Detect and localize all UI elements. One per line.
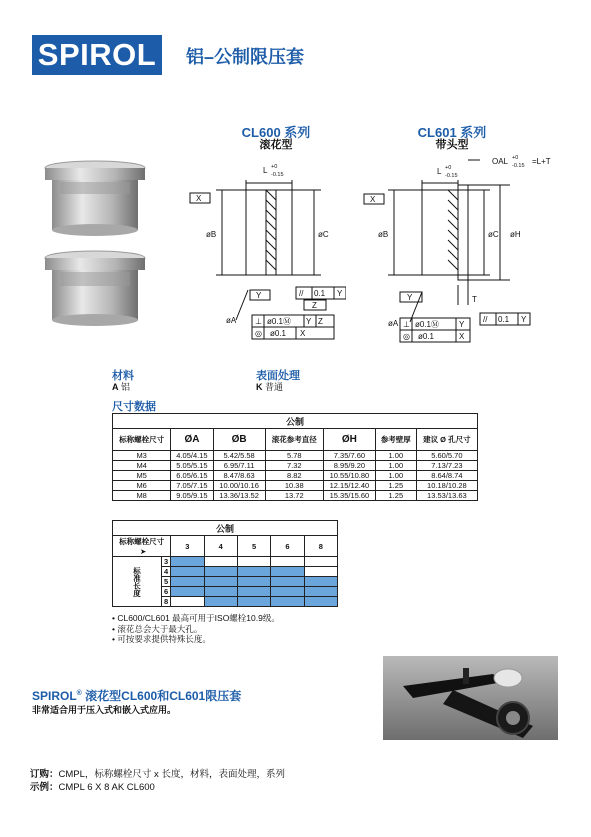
- cl600-title: CL600 系列: [241, 125, 311, 140]
- note-text: 可按要求提供特殊长度。: [117, 634, 211, 644]
- finish-text: 普通: [265, 382, 284, 392]
- promo-reg: ®: [76, 690, 82, 697]
- table-cell: 1.00: [375, 451, 416, 461]
- notes-list: [112, 613, 280, 645]
- finish-value: [256, 380, 283, 393]
- table-cell: M3: [113, 451, 171, 461]
- available-cell: [171, 567, 204, 577]
- cl601-L-tol-up: +0: [445, 165, 452, 171]
- application-photo: [383, 656, 558, 740]
- length-row-label: 3: [162, 557, 171, 567]
- dims-col-header: ØH: [323, 429, 375, 451]
- table-cell: M5: [113, 471, 171, 481]
- available-cell: [171, 557, 204, 567]
- note-item: • CL600/CL601 最高可用于ISO螺栓10.9级。: [112, 613, 280, 623]
- cl600-oB-label: øB: [206, 230, 217, 239]
- table-cell: 1.25: [375, 491, 416, 501]
- cl600-conc: ◎: [255, 329, 262, 338]
- available-cell: [271, 597, 304, 607]
- cl600-subtitle: 滚花型: [259, 139, 293, 151]
- length-row-label: 4: [162, 567, 171, 577]
- table-cell: 4.05/4.15: [171, 451, 213, 461]
- cl601-title: CL601 系列: [417, 125, 487, 140]
- table-cell: 8.64/8.74: [416, 471, 477, 481]
- dims-col-header: 建议 Ø 孔尺寸: [416, 429, 477, 451]
- length-row-label: 5: [162, 577, 171, 587]
- table-cell: 10.18/10.28: [416, 481, 477, 491]
- table-cell: M6: [113, 481, 171, 491]
- table-cell: 12.15/12.40: [323, 481, 375, 491]
- cl600-Z-datum: Z: [312, 301, 317, 310]
- cl600-L-label: L: [263, 166, 268, 175]
- empty-cell: [304, 557, 337, 567]
- table-row: [113, 557, 338, 567]
- available-cell: [271, 587, 304, 597]
- promo-title: [32, 687, 241, 704]
- cl601-conc-tol: ø0.1: [418, 332, 435, 341]
- length-col-header: 8: [304, 536, 337, 557]
- cl600-oA-label: øA: [226, 316, 237, 325]
- cl601-par-tol: 0.1: [498, 315, 510, 324]
- available-cell: [304, 577, 337, 587]
- cl600-oC-label: øC: [318, 230, 329, 239]
- cl601-Y-datum: Y: [407, 293, 413, 302]
- table-cell: 10.38: [265, 481, 323, 491]
- material-text: 铝: [121, 382, 131, 392]
- cl600-X-datum: X: [196, 194, 202, 203]
- length-table: [112, 520, 338, 607]
- cl601-OAL-tol-up: +0: [512, 155, 519, 161]
- promo-brand: SPIROL: [32, 689, 77, 703]
- table-cell: 6.95/7.11: [213, 461, 265, 471]
- table-cell: 5.78: [265, 451, 323, 461]
- cl601-pos-tol: ø0.1Ⓜ: [415, 320, 440, 329]
- length-row-label: 8: [162, 597, 171, 607]
- table-cell: 7.35/7.60: [323, 451, 375, 461]
- cl601-subtitle: 带头型: [435, 139, 469, 151]
- table-cell: 15.35/15.60: [323, 491, 375, 501]
- table-row: [113, 471, 478, 481]
- cl601-perp-Y: Y: [459, 320, 465, 329]
- corner-label: 标称螺栓尺寸: [119, 537, 165, 546]
- table-cell: 13.53/13.63: [416, 491, 477, 501]
- note-item: • 滚花总会大于最大孔。: [112, 623, 203, 634]
- table-cell: M8: [113, 491, 171, 501]
- note-item: • 可按要求提供特殊长度。: [112, 634, 211, 644]
- available-cell: [237, 597, 270, 607]
- dims-col-header: 参考壁厚: [375, 429, 416, 451]
- table-cell: 7.13/7.23: [416, 461, 477, 471]
- length-side-label: 标准长度: [113, 557, 162, 607]
- product-photo: [40, 160, 150, 330]
- table-cell: 10.55/10.80: [323, 471, 375, 481]
- available-cell: [204, 577, 237, 587]
- dims-table-wrap: [112, 413, 478, 501]
- cl601-drawing: [360, 150, 560, 345]
- note-text: 滚花总会大于最大孔。: [117, 623, 203, 634]
- example-text: CMPL 6 X 8 AK CL600: [58, 782, 155, 793]
- empty-cell: [237, 557, 270, 567]
- cl600-par-datum: Y: [337, 289, 343, 298]
- length-table-corner: [113, 536, 171, 557]
- dims-heading: 尺寸数据: [112, 401, 156, 413]
- table-cell: 6.05/6.15: [171, 471, 213, 481]
- available-cell: [237, 567, 270, 577]
- cl601-par-datum: Y: [521, 315, 527, 324]
- cl600-drawing: [186, 155, 346, 345]
- table-cell: 1.00: [375, 461, 416, 471]
- cl601-oH-label: øH: [510, 230, 521, 239]
- available-cell: [271, 567, 304, 577]
- cl600-perp-Y: Y: [306, 317, 312, 326]
- available-cell: [304, 597, 337, 607]
- cl601-OAL-eq: =L+T: [532, 157, 551, 166]
- cl601-perp: ⊥: [403, 320, 410, 329]
- available-cell: [237, 577, 270, 587]
- available-cell: [171, 577, 204, 587]
- cl600-par-tol: 0.1: [314, 289, 326, 298]
- table-cell: 7.05/7.15: [171, 481, 213, 491]
- table-cell: 5.05/5.15: [171, 461, 213, 471]
- sleeve-photo-top: [45, 161, 145, 236]
- table-cell: 1.00: [375, 471, 416, 481]
- length-col-header: 5: [237, 536, 270, 557]
- table-cell: 1.25: [375, 481, 416, 491]
- available-cell: [271, 577, 304, 587]
- order-line: [30, 768, 285, 781]
- table-cell: 5.42/5.58: [213, 451, 265, 461]
- available-cell: [204, 597, 237, 607]
- length-table-caption: 公制: [113, 521, 338, 536]
- cl600-L-tol-dn: -0.15: [271, 172, 284, 178]
- cl601-conc-X: X: [459, 332, 465, 341]
- cl601-L-label: L: [437, 167, 442, 176]
- cl600-perp: ⊥: [255, 317, 262, 326]
- cl600-pos-tol: ø0.1Ⓜ: [267, 317, 292, 326]
- dims-col-header: 标称螺栓尺寸: [113, 429, 171, 451]
- dims-col-header: ØA: [171, 429, 213, 451]
- available-cell: [171, 587, 204, 597]
- table-cell: 8.82: [265, 471, 323, 481]
- length-col-header: 4: [204, 536, 237, 557]
- cl601-parallel: //: [483, 315, 488, 324]
- empty-cell: [204, 557, 237, 567]
- cl601-OAL-label: OAL: [492, 157, 509, 166]
- cl601-X-datum: X: [370, 195, 376, 204]
- cl601-T-label: T: [472, 295, 477, 304]
- spirol-logo: SPIROL: [32, 35, 162, 75]
- finish-code: K: [256, 382, 263, 392]
- length-col-header: 6: [271, 536, 304, 557]
- empty-cell: [171, 597, 204, 607]
- promo-sub: 非常适合用于压入式和嵌入式应用。: [32, 705, 177, 715]
- table-row: [113, 461, 478, 471]
- example-label: 示例：: [30, 782, 59, 793]
- cl600-conc-tol: ø0.1: [270, 329, 287, 338]
- length-table-wrap: [112, 520, 338, 607]
- example-line: [30, 781, 155, 794]
- cl601-conc: ◎: [403, 332, 410, 341]
- table-cell: 9.05/9.15: [171, 491, 213, 501]
- table-row: [113, 481, 478, 491]
- dims-table: [112, 413, 478, 501]
- sleeve-photo-bottom: [45, 251, 145, 326]
- dims-col-header: ØB: [213, 429, 265, 451]
- table-cell: 8.47/8.63: [213, 471, 265, 481]
- available-cell: [237, 587, 270, 597]
- table-row: [113, 451, 478, 461]
- available-cell: [204, 587, 237, 597]
- promo-title-text: 滚花型CL600和CL601限压套: [81, 689, 242, 703]
- order-text: CMPL，标称螺栓尺寸 x 长度，材料，表面处理，系列: [58, 769, 285, 780]
- cl600-parallel: //: [299, 289, 304, 298]
- table-cell: M4: [113, 461, 171, 471]
- arrow-icon: ➤: [139, 547, 147, 556]
- available-cell: [204, 567, 237, 577]
- cl600-conc-X: X: [300, 329, 306, 338]
- table-cell: 7.32: [265, 461, 323, 471]
- cl601-OAL-tol-dn: -0.15: [512, 163, 525, 169]
- table-cell: 5.60/5.70: [416, 451, 477, 461]
- order-label: 订购：: [30, 769, 59, 780]
- cl601-oC-label: øC: [488, 230, 499, 239]
- cl600-L-tol-up: +0: [271, 164, 278, 170]
- empty-cell: [304, 567, 337, 577]
- cl601-oB-label: øB: [378, 230, 389, 239]
- table-cell: 13.72: [265, 491, 323, 501]
- cl600-Y-datum: Y: [256, 291, 262, 300]
- table-cell: 13.36/13.52: [213, 491, 265, 501]
- cl601-L-tol-dn: -0.15: [445, 173, 458, 179]
- cl600-perp-Z: Z: [318, 317, 323, 326]
- dims-table-caption: 公制: [113, 414, 478, 429]
- length-row-label: 6: [162, 587, 171, 597]
- material-heading: 材料: [112, 370, 134, 382]
- length-col-header: 3: [171, 536, 204, 557]
- table-row: [113, 491, 478, 501]
- finish-heading: 表面处理: [256, 370, 300, 382]
- available-cell: [304, 587, 337, 597]
- empty-cell: [271, 557, 304, 567]
- note-text: CL600/CL601 最高可用于ISO螺栓10.9级。: [117, 613, 280, 623]
- cl601-oA-label: øA: [388, 319, 399, 328]
- table-cell: 10.00/10.16: [213, 481, 265, 491]
- table-cell: 8.95/9.20: [323, 461, 375, 471]
- dims-col-header: 滚花参考直径: [265, 429, 323, 451]
- material-value: [112, 380, 130, 393]
- page-title: 铝–公制限压套: [186, 47, 305, 67]
- material-code: A: [112, 382, 119, 392]
